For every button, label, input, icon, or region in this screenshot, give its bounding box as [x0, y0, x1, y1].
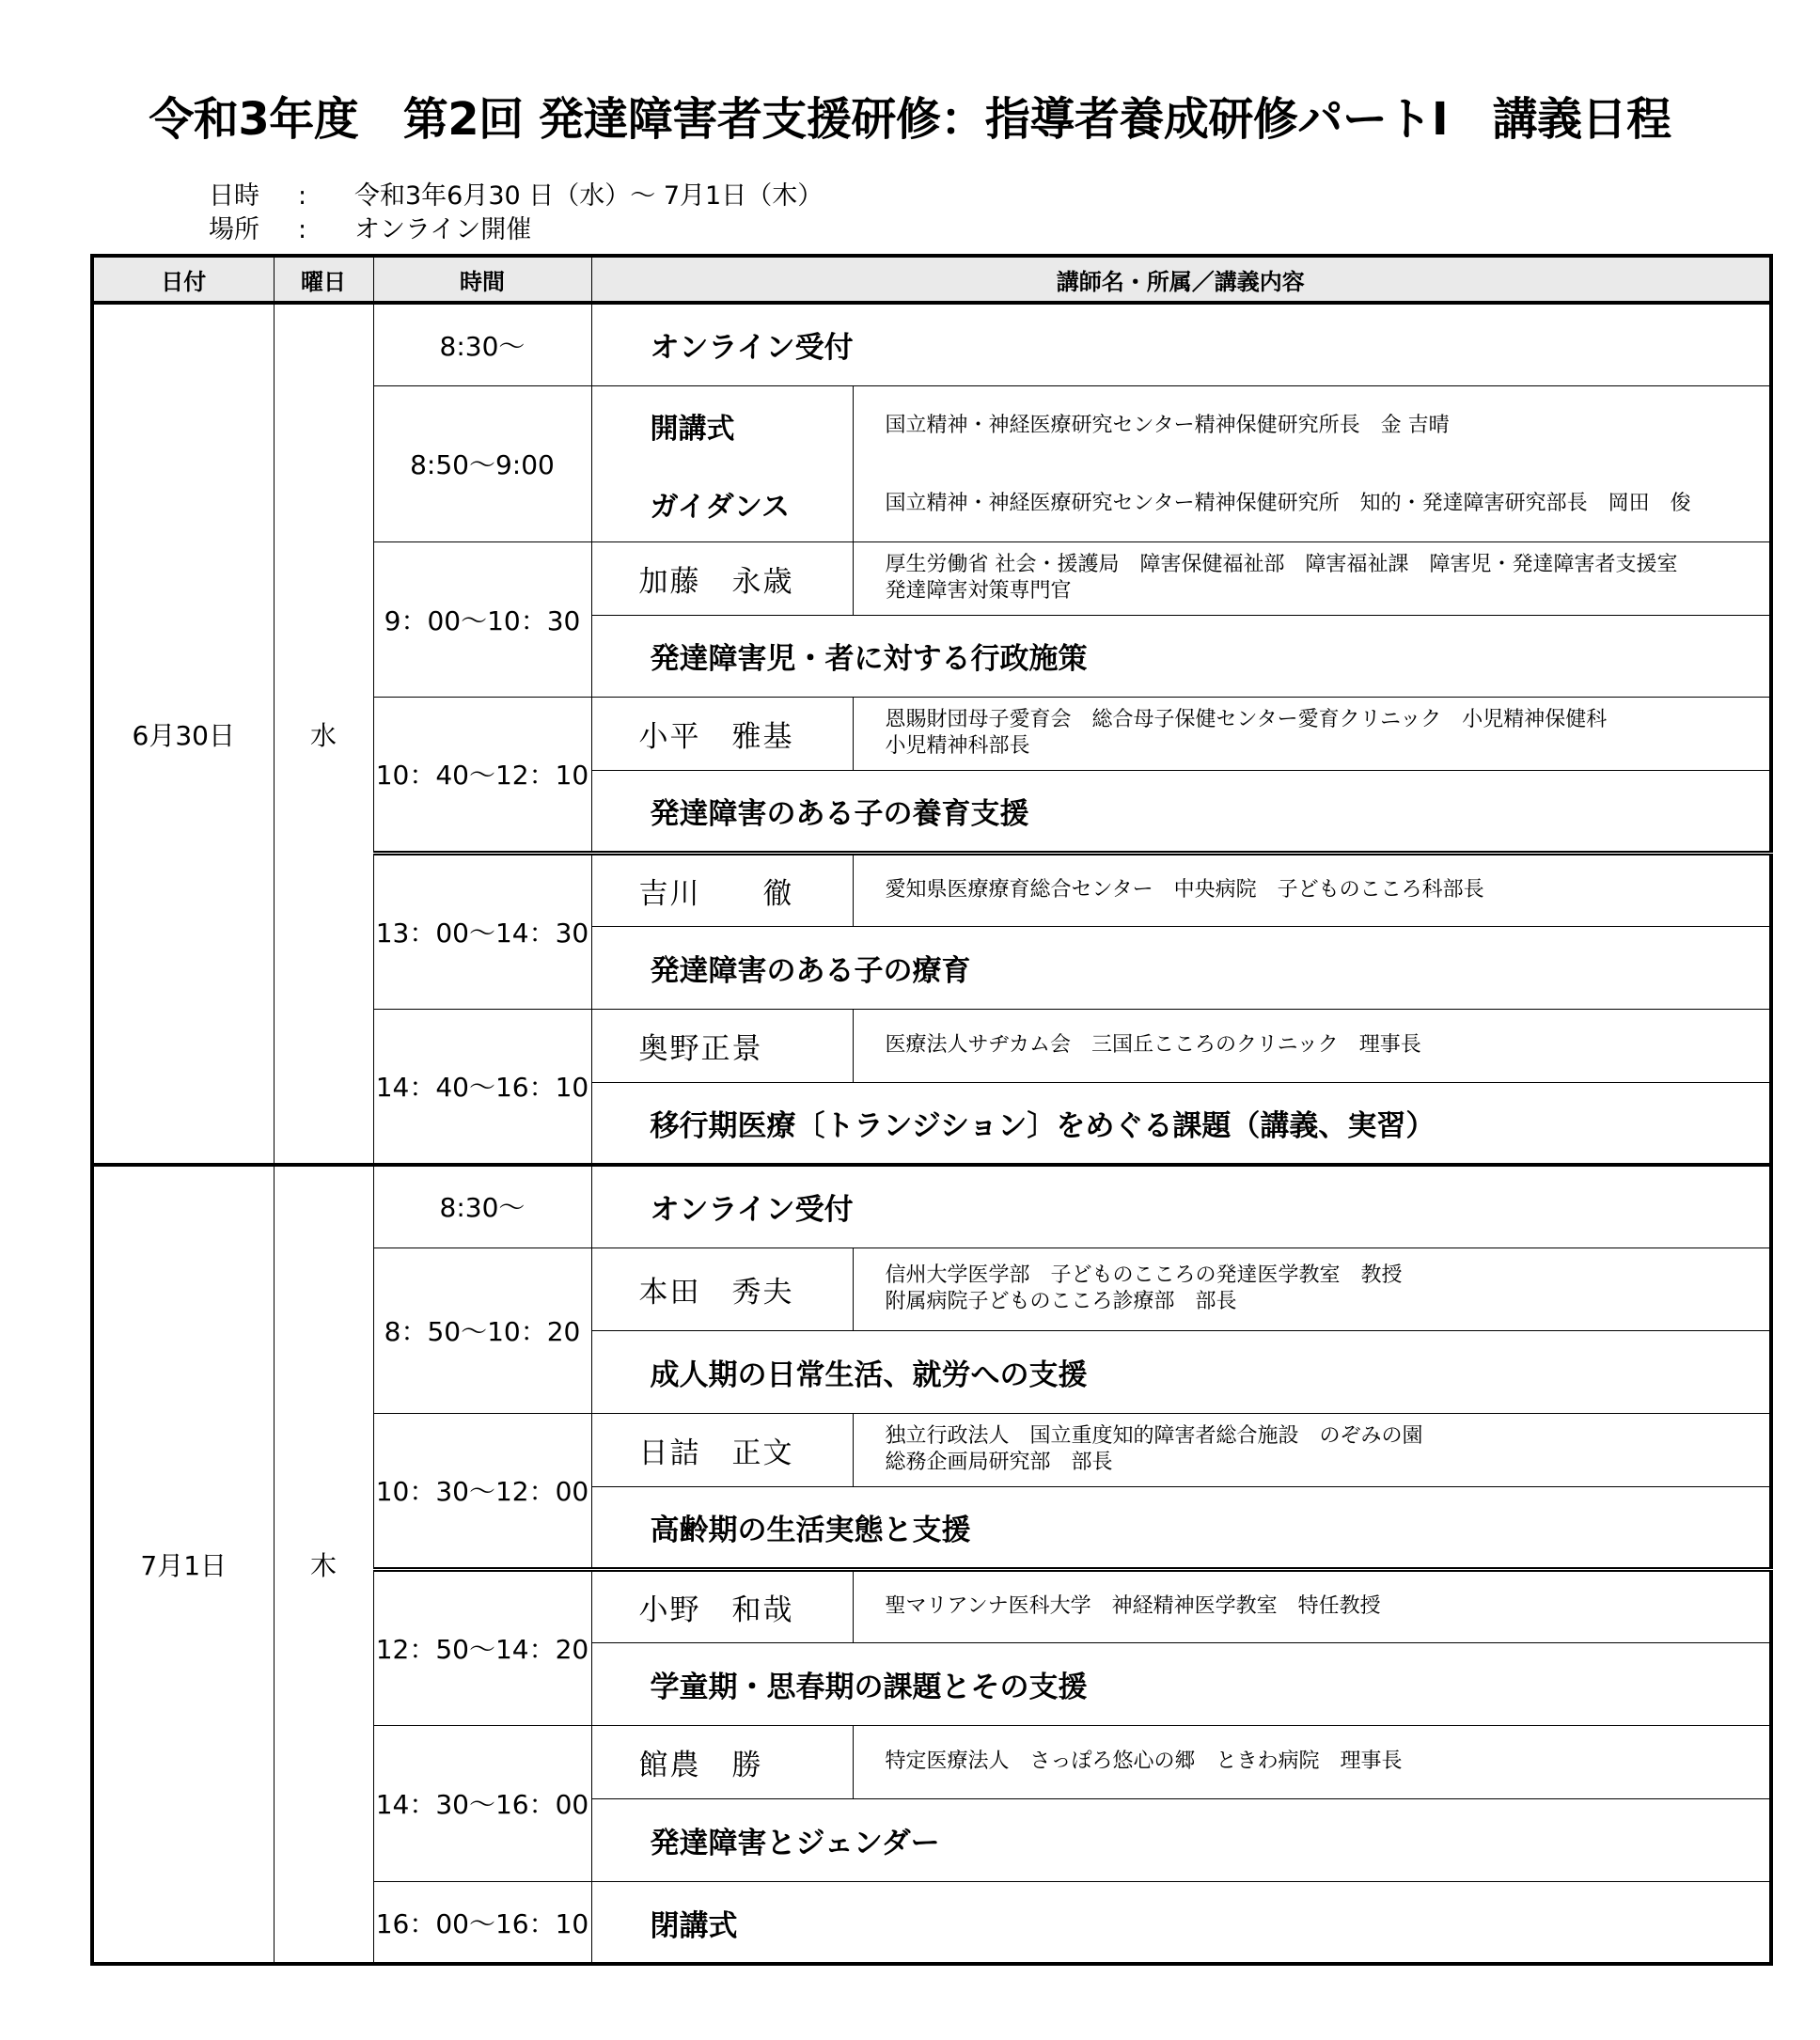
day1-s2-opening-affiliation: 国立精神・神経医療研究センター精神保健研究所長 金 吉晴 — [853, 385, 1771, 466]
day2-s3-topic: 高齢期の生活実態と支援 — [591, 1486, 1771, 1569]
day1-s1-time: 8:30～ — [373, 303, 591, 385]
day1-s1-topic: オンライン受付 — [591, 303, 1771, 385]
day2-s1-time: 8:30～ — [373, 1165, 591, 1248]
schedule-table — [90, 254, 1773, 1966]
day1-s2-time: 8:50～9:00 — [373, 385, 591, 541]
place-label: 場所 — [209, 215, 259, 244]
day2-s4-time: 12：50～14：20 — [373, 1569, 591, 1725]
day2-s4-topic: 学童期・思春期の課題とその支援 — [591, 1642, 1771, 1725]
affiliation-line: 小児精神科部長 — [885, 734, 1030, 758]
datetime-label: 日時 — [209, 181, 259, 211]
day2-s2-lecturer: 本田 秀夫 — [591, 1248, 853, 1330]
affiliation-line: 恩賜財団母子愛育会 総合母子保健センター愛育クリニック 小児精神保健科 — [885, 708, 1608, 731]
day2-s5-lecturer: 館農 勝 — [591, 1725, 853, 1798]
day2-s2-topic: 成人期の日常生活、就労への支援 — [591, 1330, 1771, 1413]
day1-s4-time: 10：40～12：10 — [373, 697, 591, 853]
day2-s1-topic: オンライン受付 — [591, 1165, 1771, 1248]
header-time: 時間 — [373, 256, 591, 303]
affiliation-line: 信州大学医学部 子どものこころの発達医学教室 教授 — [885, 1263, 1403, 1287]
day1-s4-affiliation — [853, 697, 1771, 770]
affiliation-line: 厚生労働省 社会・援護局 障害保健福祉部 障害福祉課 障害児・発達障害者支援室 — [885, 553, 1678, 576]
day1-s6-lecturer: 奥野正景 — [591, 1009, 853, 1082]
datetime-sep: : — [298, 181, 307, 211]
day2-s2-affiliation — [853, 1248, 1771, 1330]
header-content: 講師名・所属／講義内容 — [591, 256, 1771, 303]
day1-date: 6月30日 — [92, 303, 274, 1165]
day1-s6-time: 14：40～16：10 — [373, 1009, 591, 1165]
affiliation-line: 総務企画局研究部 部長 — [885, 1451, 1113, 1474]
day2-s5-time: 14：30～16：00 — [373, 1725, 591, 1881]
day1-s3-lecturer: 加藤 永歳 — [591, 541, 853, 615]
day1-s4-lecturer: 小平 雅基 — [591, 697, 853, 770]
affiliation-line: 附属病院子どものこころ診療部 部長 — [885, 1290, 1237, 1313]
table-header-row — [92, 256, 1771, 303]
day1-s5-topic: 発達障害のある子の療育 — [591, 926, 1771, 1009]
day2-weekday: 木 — [274, 1165, 373, 1964]
day1-s6-affiliation: 医療法人サヂカム会 三国丘こころのクリニック 理事長 — [853, 1009, 1771, 1082]
day2-s4-affiliation: 聖マリアンナ医科大学 神経精神医学教室 特任教授 — [853, 1569, 1771, 1642]
day2-s5-affiliation: 特定医療法人 さっぽろ悠心の郷 ときわ病院 理事長 — [853, 1725, 1771, 1798]
page-title: 令和3年度 第2回 発達障害者支援研修：指導者養成研修パートⅠ 講義日程 — [149, 93, 1671, 146]
datetime-row — [209, 175, 823, 212]
day2-s4-lecturer: 小野 和哉 — [591, 1569, 853, 1642]
day1-s3-topic: 発達障害児・者に対する行政施策 — [591, 615, 1771, 697]
day2-s3-affiliation — [853, 1413, 1771, 1486]
day1-s2-guidance-affiliation: 国立精神・神経医療研究センター精神保健研究所 知的・発達障害研究部長 岡田 俊 — [853, 466, 1771, 541]
day1-s5-time: 13：00～14：30 — [373, 853, 591, 1009]
affiliation-line: 発達障害対策専門官 — [885, 579, 1072, 603]
day1-s3-affiliation — [853, 541, 1771, 615]
day2-s3-lecturer: 日詰 正文 — [591, 1413, 853, 1486]
place-sep: : — [298, 215, 307, 244]
header-day: 曜日 — [274, 256, 373, 303]
table-row — [92, 1165, 1771, 1248]
table-row — [92, 303, 1771, 385]
datetime-value: 令和3年6月30 日（水）～ 7月1日（木） — [354, 181, 824, 211]
place-value: オンライン開催 — [354, 215, 532, 244]
day2-s3-time: 10：30～12：00 — [373, 1413, 591, 1569]
day2-s2-time: 8：50～10：20 — [373, 1248, 591, 1413]
day1-weekday: 水 — [274, 303, 373, 1165]
day1-s2-opening-title: 開講式 — [591, 385, 853, 466]
day1-s2-guidance-title: ガイダンス — [591, 466, 853, 541]
day1-s3-time: 9：00～10：30 — [373, 541, 591, 697]
day2-s5-topic: 発達障害とジェンダー — [591, 1798, 1771, 1881]
day1-s5-lecturer: 吉川 徹 — [591, 853, 853, 926]
day2-date: 7月1日 — [92, 1165, 274, 1964]
header-date: 日付 — [92, 256, 274, 303]
day1-s5-affiliation: 愛知県医療療育総合センター 中央病院 子どものこころ科部長 — [853, 853, 1771, 926]
day2-s6-topic: 閉講式 — [591, 1881, 1771, 1964]
day1-s4-topic: 発達障害のある子の養育支援 — [591, 770, 1771, 853]
place-row — [209, 209, 531, 245]
affiliation-line: 独立行政法人 国立重度知的障害者総合施設 のぞみの園 — [885, 1424, 1423, 1448]
day1-s6-topic: 移行期医療〔トランジション〕をめぐる課題（講義、実習） — [591, 1082, 1771, 1165]
day2-s6-time: 16：00～16：10 — [373, 1881, 591, 1964]
